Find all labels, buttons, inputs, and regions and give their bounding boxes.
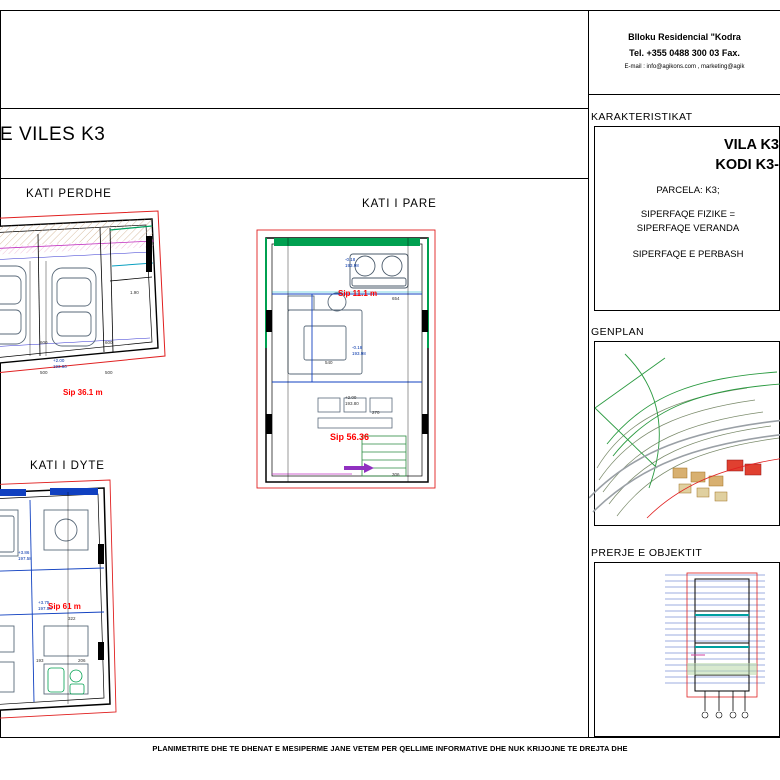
title-separator-bottom [0,178,588,179]
surface-physical-label: SIPERFAQE FIZIKE = [640,209,736,220]
right-info-panel [589,10,780,738]
header-separator-line [589,94,780,95]
second-floor-plan-drawing [0,476,178,726]
ground-floor-plan-drawing [0,206,220,406]
company-email: E-mail : info@agikons.com , marketing@agik [624,64,745,70]
first-floor-plan-drawing [252,218,462,508]
villa-name: VILA K3 [723,137,779,153]
first-floor-area-annotation-1: Sip 11.1 m [338,289,378,298]
section-label-karakteristikat: KARAKTERISTIKAT [591,111,697,123]
section-label-genplan: GENPLAN [591,326,648,338]
page-title: E VILES K3 [0,124,106,145]
footer-disclaimer: PLANIMETRITE DHE TE DHENAT E MESIPERME JANE VETEM PER QELLIME INFORMATIVE DHE NUK KRIJOJNE TE DREJTA DHE [152,744,628,753]
company-phone: Tel. +355 0488 300 03 Fax. [629,48,740,58]
genplan-drawing [589,348,780,528]
surface-common-label: SIPERFAQE E PERBASH [632,249,744,260]
karakteristikat-box [594,126,780,311]
plan-label-first-floor: KATI I PARE [362,198,437,210]
prerje-box [594,562,780,737]
surface-veranda-label: SIPERFAQE VERANDA [636,223,740,234]
plan-label-second-floor: KATI I DYTE [30,460,105,472]
left-drawing-panel: E VILES K3 KATI PERDHE KATI I PARE KATI I DYTE 600 500 600 500 +2.00 193.80 1.90 Sip 36.1 m -0.18 193.98 -0.18 193.98 +2.00 193.80 654 540 270 306 Sip 11.1 m Sip 56.36 +3.86 197.58 +3.75 197.58 322 193 206 Sip 61 m [0,10,588,738]
parcel-label: PARCELA: K3; [656,185,720,196]
plan-label-ground-floor: KATI PERDHE [26,188,112,200]
first-floor-area-annotation-2: Sip 56.36 [330,432,370,442]
villa-code: KODI K3- [715,157,779,173]
company-header [589,10,780,70]
section-elevation-drawing [665,571,780,731]
title-separator-top [0,108,588,109]
company-name: Blloku Residencial "Kodra [628,32,741,42]
ground-floor-area-annotation: Sip 36.1 m [63,388,103,397]
second-floor-area-annotation: Sip 61 m [48,602,81,611]
section-label-prerje: PRERJE E OBJEKTIT [591,547,706,559]
genplan-box [594,341,780,526]
